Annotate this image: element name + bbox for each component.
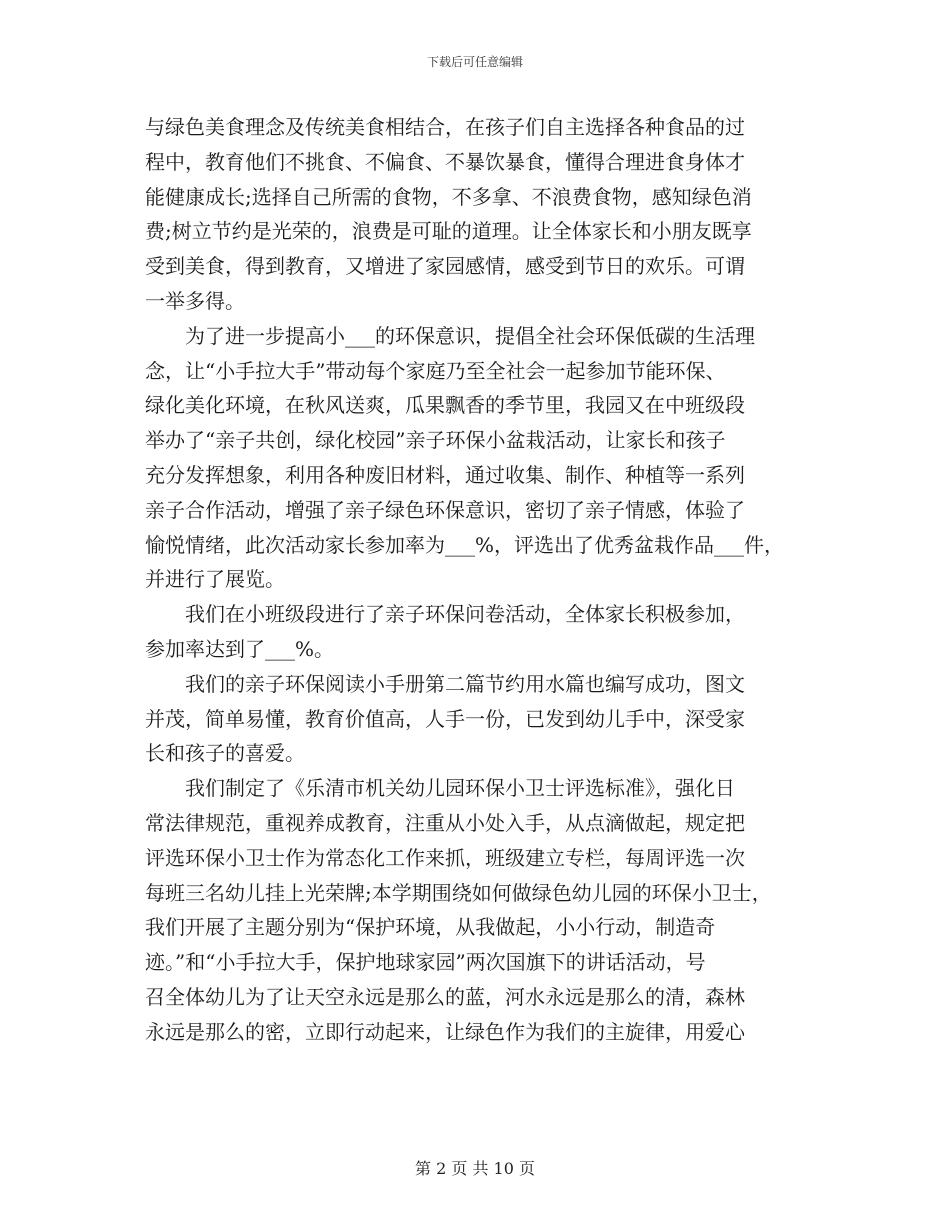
text-line: 评选环保小卫士作为常态化工作来抓，班级建立专栏，每周评选一次 — [145, 845, 745, 870]
text-line: 能健康成长;选择自己所需的食物，不多拿、不浪费食物，感知绿色消 — [145, 184, 752, 209]
text-line: 费;树立节约是光荣的，浪费是可耻的道理。让全体家长和小朋友既享 — [145, 219, 752, 244]
paragraph-start-line: 我们的亲子环保阅读小手册第二篇节约用水篇也编写成功，图文 — [185, 671, 745, 696]
text-line: 召全体幼儿为了让天空永远是那么的蓝，河水永远是那么的清，森林 — [145, 984, 745, 1009]
paragraph-start-line: 我们在小班级段进行了亲子环保问卷活动，全体家长积极参加， — [185, 602, 745, 627]
document-body — [145, 110, 815, 1050]
text-line: 充分发挥想象，利用各种废旧材料，通过收集、制作、种植等一系列 — [145, 462, 745, 487]
text-line: 念，让“小手拉大手”带动每个家庭乃至全社会一起参加节能环保、 — [145, 358, 726, 383]
text-line: 绿化美化环境，在秋风送爽，瓜果飘香的季节里，我园又在中班级段 — [145, 393, 745, 418]
text-line: 迹。”和“小手拉大手，保护地球家园”两次国旗下的讲话活动，号 — [145, 950, 706, 975]
text-line: 一举多得。 — [145, 288, 245, 313]
text-line: 并进行了展览。 — [145, 567, 285, 592]
text-line: 并茂，简单易懂，教育价值高，人手一份，已发到幼儿手中，深受家 — [145, 706, 745, 731]
page-footer: 第 2 页 共 10 页 — [415, 1159, 535, 1178]
text-line: 常法律规范，重视养成教育，注重从小处入手，从点滴做起，规定把 — [145, 810, 745, 835]
text-line: 与绿色美食理念及传统美食相结合，在孩子们自主选择各种食品的过 — [145, 115, 745, 139]
text-line: 我们开展了主题分别为“保护环境，从我做起，小小行动，制造奇 — [145, 915, 716, 940]
text-line: 亲子合作活动，增强了亲子绿色环保意识，密切了亲子情感，体验了 — [145, 497, 745, 522]
paragraph-start-line: 我们制定了《乐清市机关幼儿园环保小卫士评选标准》，强化日 — [185, 776, 735, 801]
text-line: 程中，教育他们不挑食、不偏食、不暴饮暴食，懂得合理进食身体才 — [145, 149, 745, 174]
text-line: 永远是那么的密，立即行动起来，让绿色作为我们的主旋律，用爱心 — [145, 1019, 745, 1044]
text-line: 受到美食，得到教育，又增进了家园感情，感受到节日的欢乐。可谓 — [145, 254, 745, 279]
text-line: 举办了“亲子共创，绿化校园”亲子环保小盆栽活动，让家长和孩子 — [145, 428, 726, 453]
paragraph-start-line: 为了进一步提高小___的环保意识，提倡全社会环保低碳的生活理 — [185, 323, 755, 348]
text-line: 长和孩子的喜爱。 — [145, 741, 305, 766]
text-line: 每班三名幼儿挂上光荣牌;本学期围绕如何做绿色幼儿园的环保小卫士， — [145, 880, 772, 905]
text-line: 愉悦情绪，此次活动家长参加率为___%，评选出了优秀盆栽作品___件， — [145, 532, 785, 557]
page-header: 下载后可任意编辑 — [426, 55, 523, 69]
text-line: 参加率达到了___%。 — [145, 636, 335, 661]
